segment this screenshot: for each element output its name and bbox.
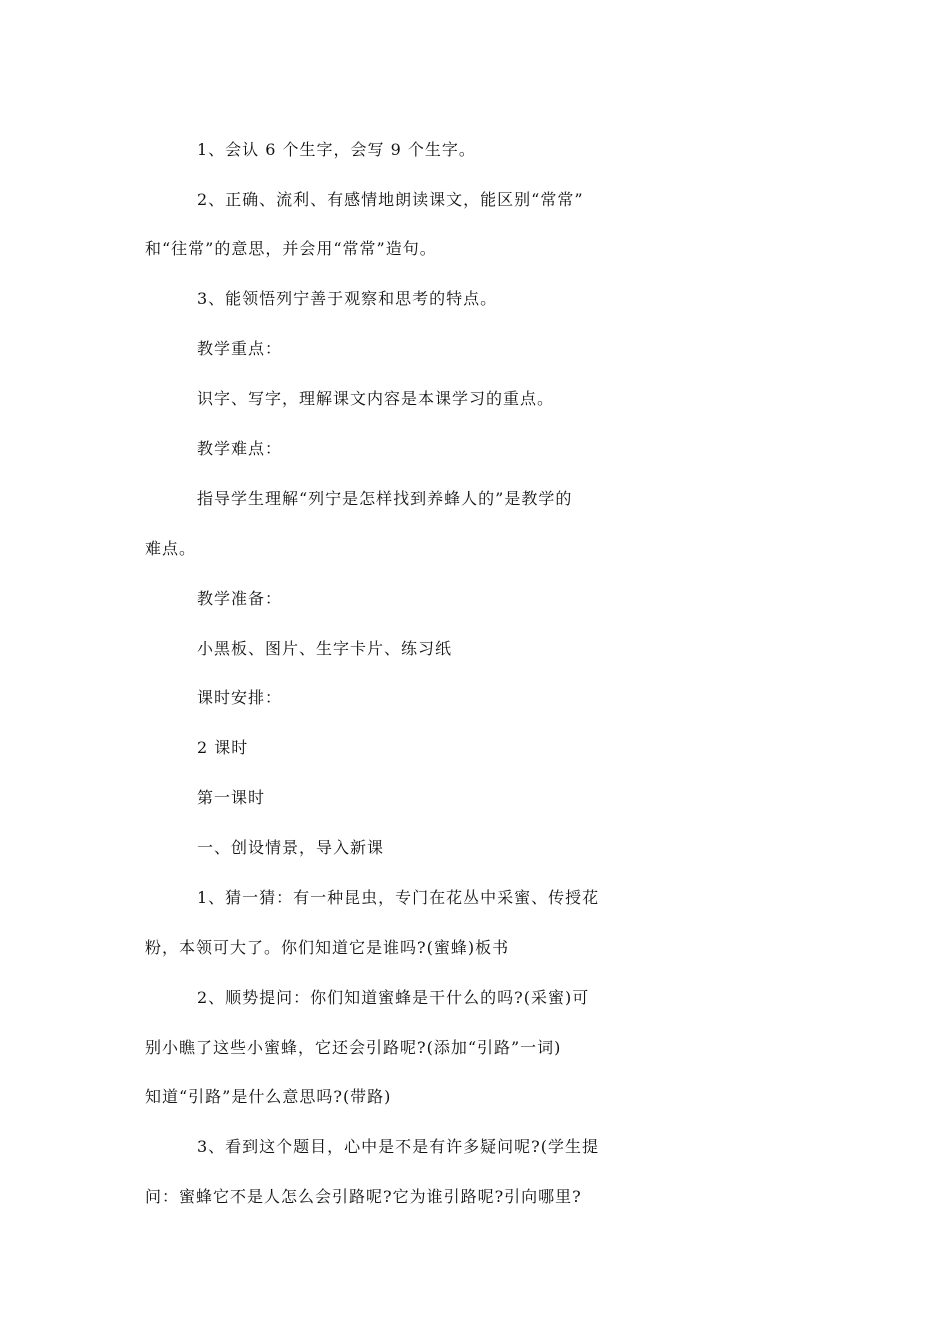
difficulties-text-line-2: 难点。 xyxy=(145,539,197,558)
preparation-text: 小黑板、图片、生字卡片、练习纸 xyxy=(197,639,453,658)
goal-1: 1、会认 6 个生字，会写 9 个生字。 xyxy=(197,140,476,159)
goal-2-line-2: 和“往常”的意思，并会用“常常”造句。 xyxy=(145,239,437,258)
preparation-heading: 教学准备： xyxy=(197,589,283,608)
schedule-text: 2 课时 xyxy=(197,738,249,757)
key-points-heading: 教学重点： xyxy=(197,339,283,358)
step-1-line-2: 粉，本领可大了。你们知道它是谁吗?(蜜蜂)板书 xyxy=(145,938,510,957)
schedule-heading: 课时安排： xyxy=(197,688,283,707)
key-points-text: 识字、写字，理解课文内容是本课学习的重点。 xyxy=(197,389,555,408)
step-1-line-1: 1、猜一猜：有一种昆虫，专门在花丛中采蜜、传授花 xyxy=(197,888,600,907)
difficulties-text-line-1: 指导学生理解“列宁是怎样找到养蜂人的”是教学的 xyxy=(197,489,573,508)
goal-3: 3、能领悟列宁善于观察和思考的特点。 xyxy=(197,289,498,308)
lesson-one-heading: 第一课时 xyxy=(197,788,266,807)
difficulties-heading: 教学难点： xyxy=(197,439,283,458)
step-2-line-3: 知道“引路”是什么意思吗?(带路) xyxy=(145,1087,392,1106)
step-3-line-2: 问：蜜蜂它不是人怎么会引路呢?它为谁引路呢?引向哪里? xyxy=(145,1187,582,1206)
section-one-heading: 一、创设情景，导入新课 xyxy=(197,838,385,857)
step-3-line-1: 3、看到这个题目，心中是不是有许多疑问呢?(学生提 xyxy=(197,1137,600,1156)
goal-2-line-1: 2、正确、流利、有感情地朗读课文，能区别“常常” xyxy=(197,190,584,209)
step-2-line-2: 别小瞧了这些小蜜蜂，它还会引路呢?(添加“引路”一词) xyxy=(145,1038,562,1057)
step-2-line-1: 2、顺势提问：你们知道蜜蜂是干什么的吗?(采蜜)可 xyxy=(197,988,590,1007)
